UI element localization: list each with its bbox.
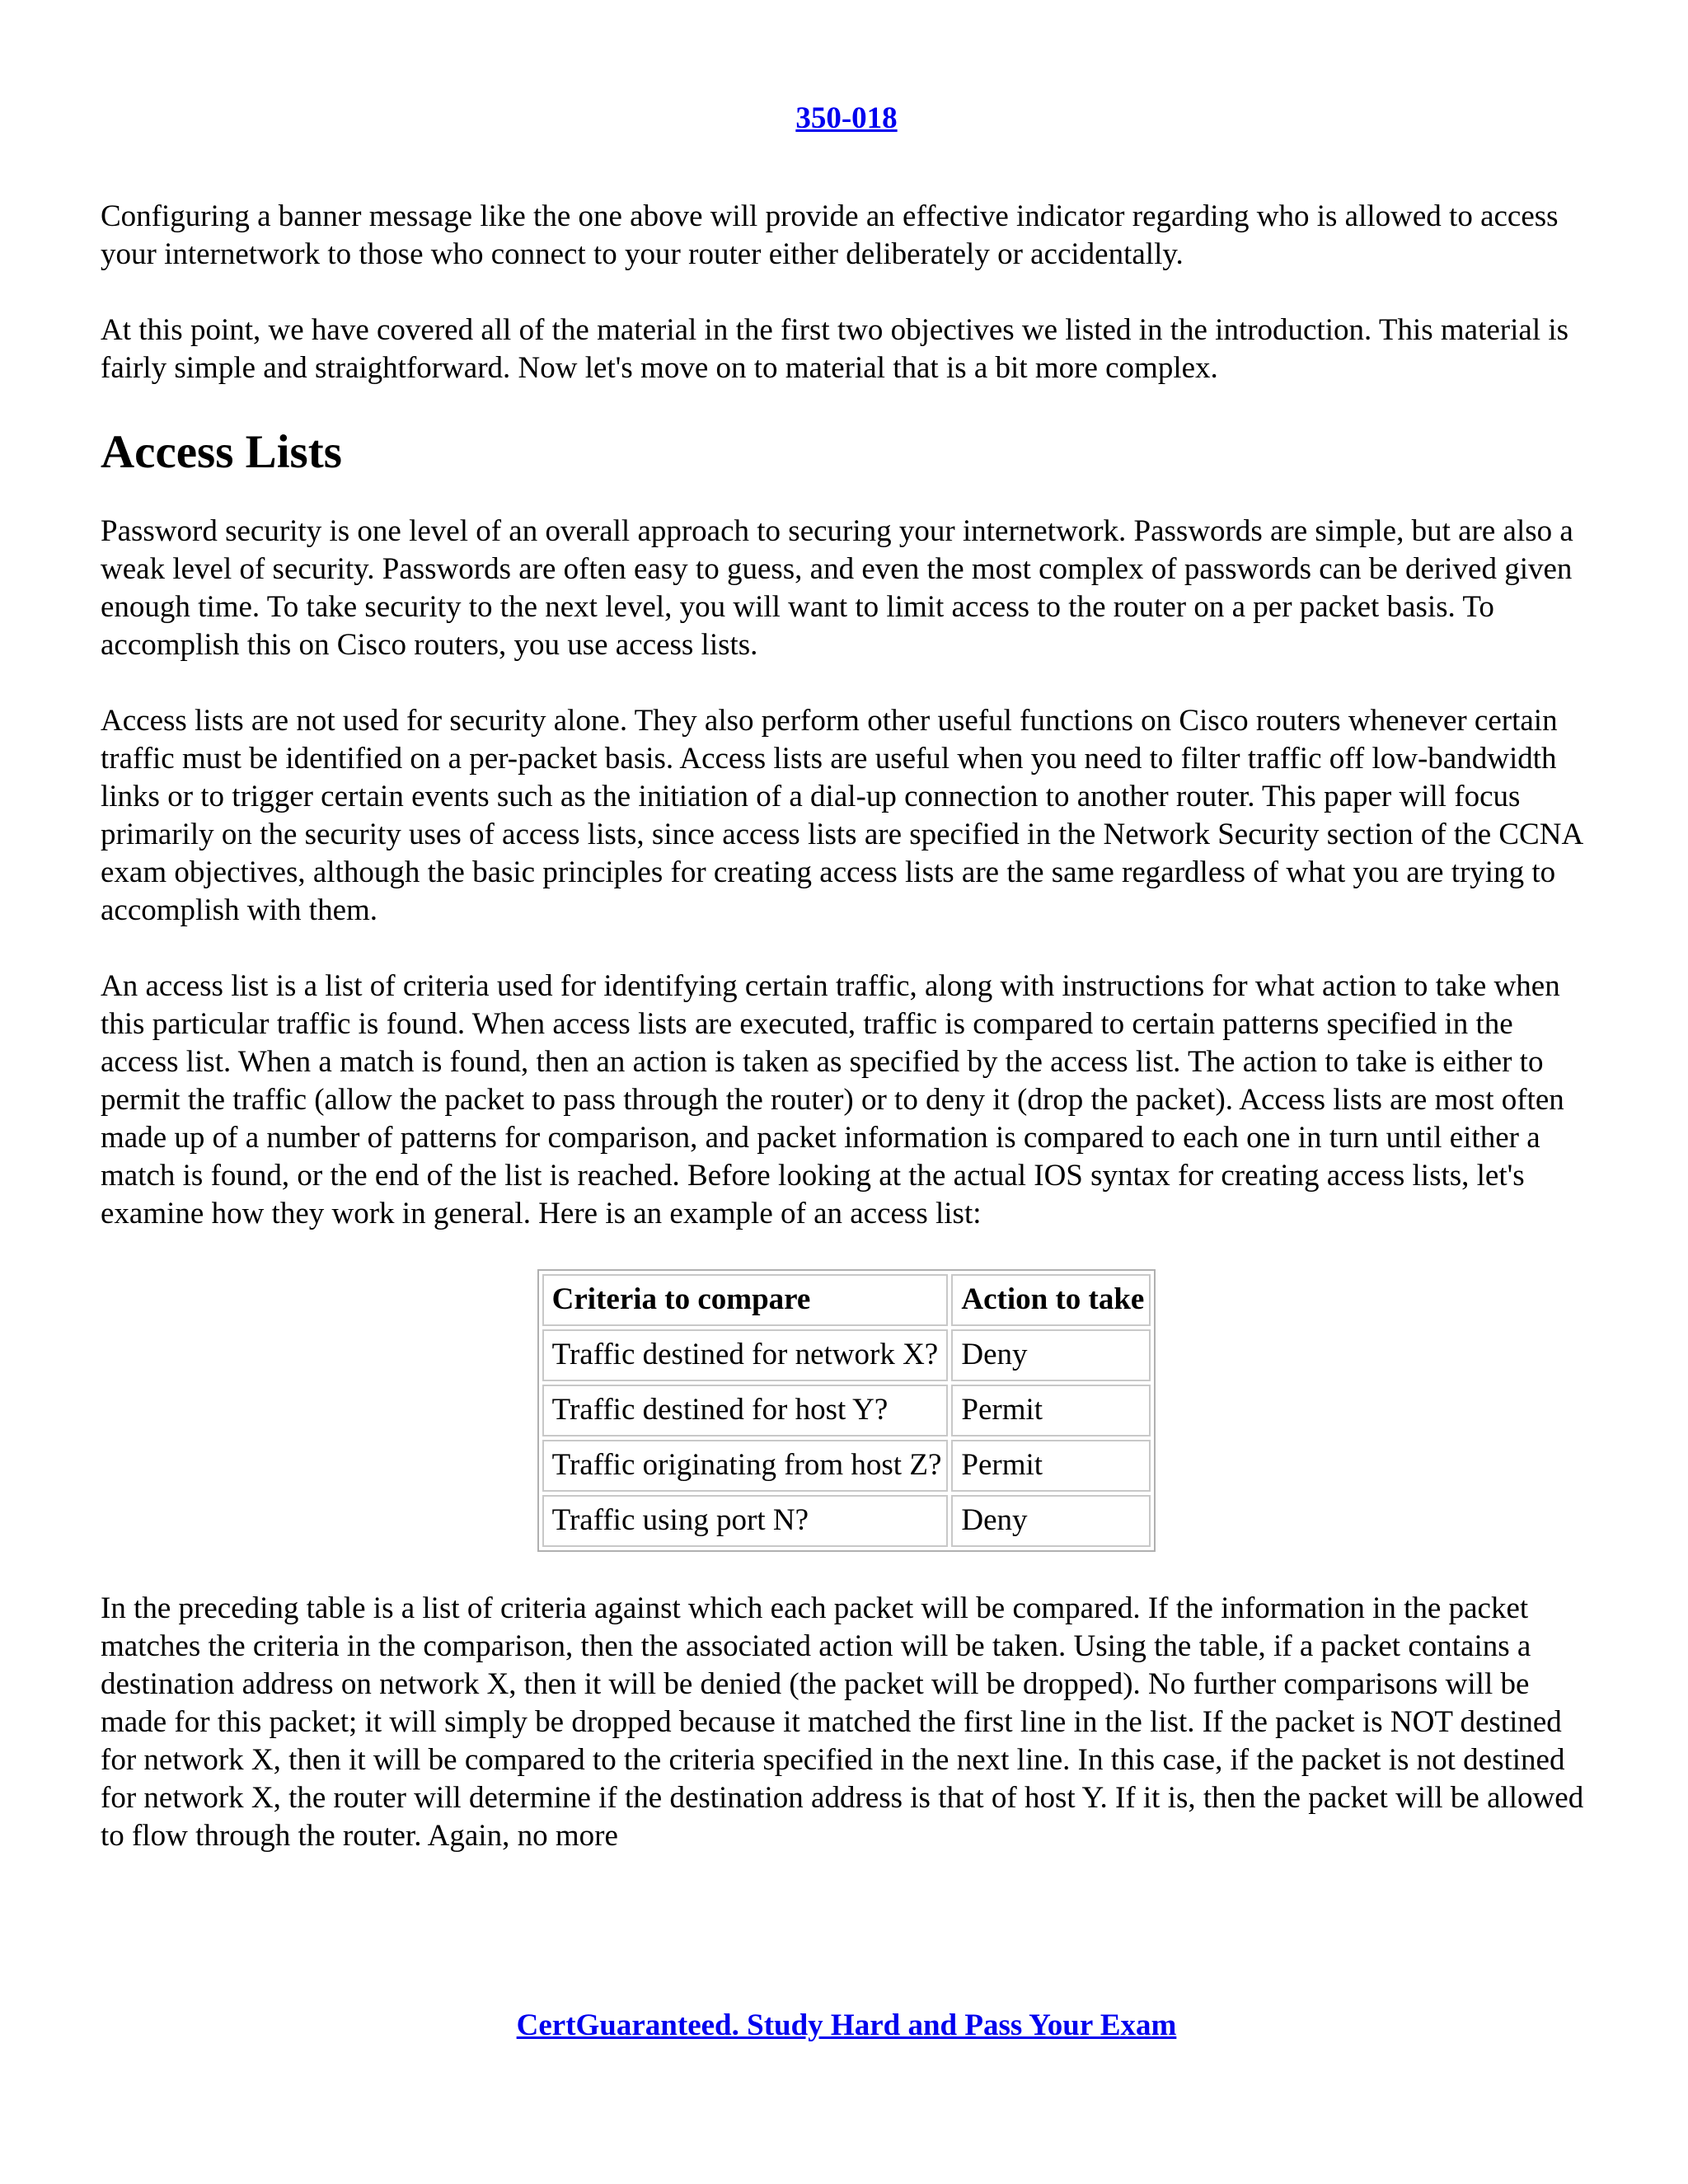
action-cell: Permit xyxy=(951,1385,1151,1436)
paragraph-objectives-covered: At this point, we have covered all of the material in the first two objectives we listed in the introduction. This material is fairly simple and straightforward. Now let's move on to material that is a bit more complex. xyxy=(101,313,1569,385)
header-exam-code-link[interactable]: 350-018 xyxy=(795,101,898,135)
page-header xyxy=(101,101,1592,137)
page-footer xyxy=(101,2008,1592,2044)
access-list-example-table xyxy=(537,1269,1156,1552)
table-row xyxy=(542,1385,1151,1436)
section-heading-access-lists: Access Lists xyxy=(101,426,342,478)
paragraph-password-security: Password security is one level of an overall approach to securing your internetwork. Passwords are simple, but are also a weak level of security. Passwords are often easy to guess, and even the most complex of passwords can be derived given enough time. To take security to the next level, you will want to limit access to the router on a per packet basis. To accomplish this on Cisco routers, you use access lists. xyxy=(101,514,1573,662)
criteria-cell: Traffic using port N? xyxy=(542,1495,949,1547)
action-cell: Deny xyxy=(951,1329,1151,1381)
table-row xyxy=(542,1329,1151,1381)
table-container xyxy=(101,1269,1592,1552)
column-header-action: Action to take xyxy=(951,1274,1151,1326)
paragraph-table-explanation: In the preceding table is a list of criteria against which each packet will be compared. If the information in the packet matches the criteria in the comparison, then the associated action will be taken. Using the table, if a packet contains a destination address on network X, then it will be denied (the packet will be dropped). No further comparisons will be made for this packet; it will simply be dropped because it matched the first line in the list. If the packet is NOT destined for network X, then it will be compared to the criteria specified in the next line. In this case, if the packet is not destined for network X, the router will determine if the destination address is that of host Y. If it is, then the packet will be allowed to flow through the router. Again, no more xyxy=(101,1591,1584,1853)
paragraph-banner-message: Configuring a banner message like the one above will provide an effective indicator regarding who is allowed to access your internetwork to those who connect to your router either deliberately or accidentally. xyxy=(101,199,1559,271)
criteria-cell: Traffic destined for host Y? xyxy=(542,1385,949,1436)
table-row xyxy=(542,1440,1151,1492)
paragraph-access-list-uses: Access lists are not used for security alone. They also perform other useful functions on Cisco routers whenever certain traffic must be identified on a per-packet basis. Access lists are useful when you need to filter traffic off low-bandwidth links or to trigger certain events such as the initiation of a dial-up connection to another router. This paper will focus primarily on the security uses of access lists, since access lists are specified in the Network Security section of the CCNA exam objectives, although the basic principles for creating access lists are the same regardless of what you are trying to accomplish with them. xyxy=(101,704,1582,927)
action-cell: Permit xyxy=(951,1440,1151,1492)
table-row xyxy=(542,1495,1151,1547)
action-cell: Deny xyxy=(951,1495,1151,1547)
footer-certguaranteed-link[interactable]: CertGuaranteed. Study Hard and Pass Your Exam xyxy=(516,2008,1177,2042)
document-body xyxy=(101,198,1592,1893)
paragraph-access-list-definition: An access list is a list of criteria used for identifying certain traffic, along with instructions for what action to take when this particular traffic is found. When access lists are executed, traffic is compared to certain patterns specified in the access list. When a match is found, then an action is taken as specified by the access list. The action to take is either to permit the traffic (allow the packet to pass through the router) or to deny it (drop the packet). Access lists are most often made up of a number of patterns for comparison, and packet information is compared to each one in turn until either a match is found, or the end of the list is reached. Before looking at the actual IOS syntax for creating access lists, let's examine how they work in general. Here is an example of an access list: xyxy=(101,969,1564,1230)
table-header-row xyxy=(542,1274,1151,1326)
criteria-cell: Traffic destined for network X? xyxy=(542,1329,949,1381)
column-header-criteria: Criteria to compare xyxy=(542,1274,949,1326)
criteria-cell: Traffic originating from host Z? xyxy=(542,1440,949,1492)
